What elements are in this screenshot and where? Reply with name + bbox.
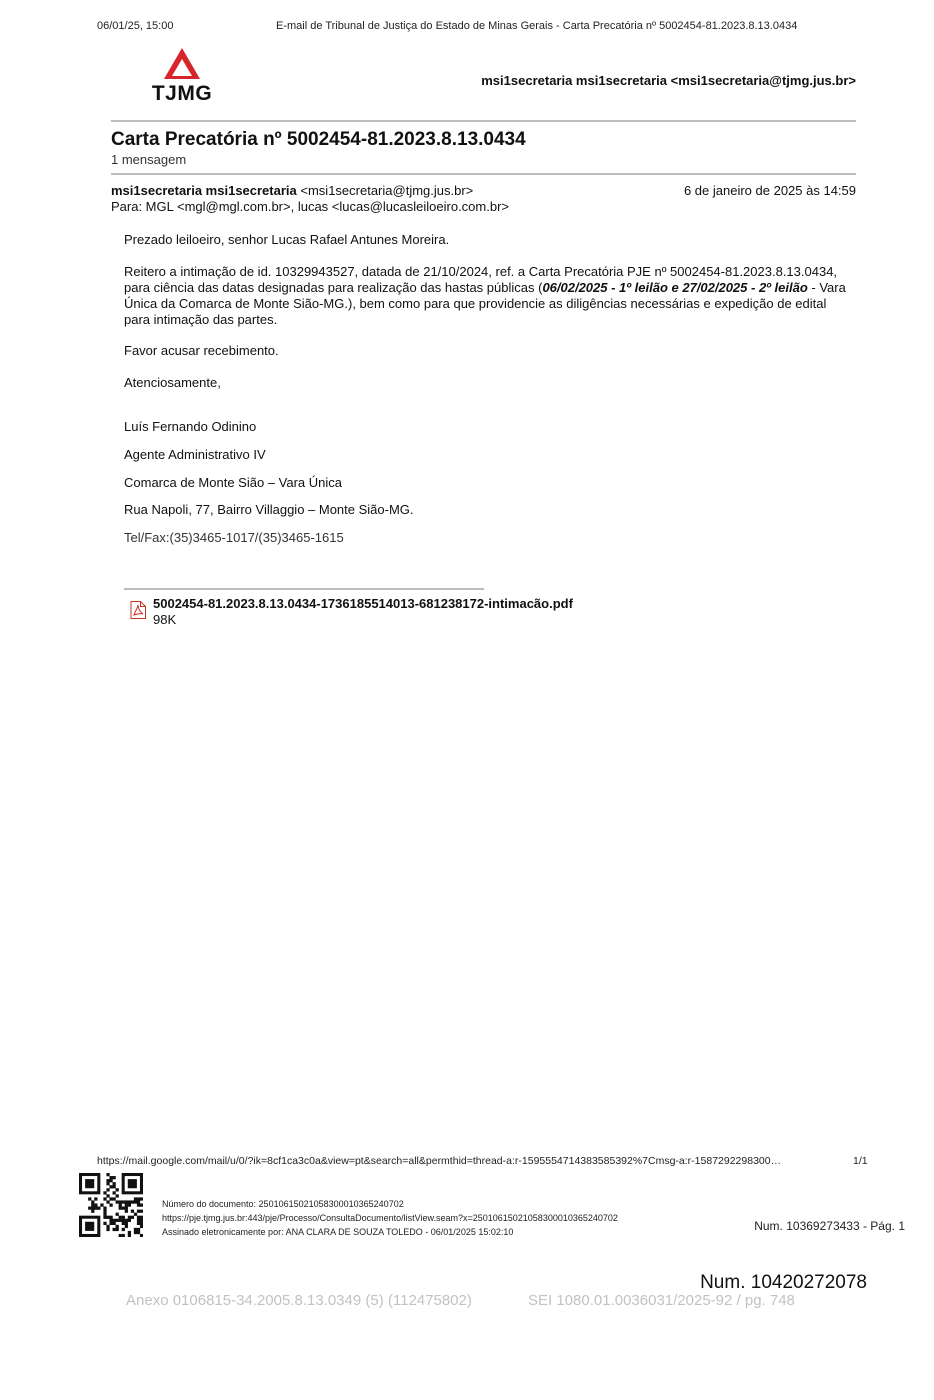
stamp-number: Num. 10420272078 [700, 1272, 867, 1293]
attachment-size: 98K [153, 612, 177, 627]
main-paragraph [124, 264, 846, 328]
annex-reference: Anexo 0106815-34.2005.8.13.0349 (5) (112475802) [126, 1292, 472, 1309]
print-title: E-mail de Tribunal de Justiça do Estado de Minas Gerais - Carta Precatória nº 5002454-81.2023.8.13.0434 [276, 20, 798, 32]
greeting: Prezado leiloeiro, senhor Lucas Rafael Antunes Moreira. [124, 232, 450, 247]
signature-phone: Tel/Fax:(35)3465-1017/(35)3465-1615 [124, 530, 344, 545]
from-name: msi1secretaria msi1secretaria [111, 183, 297, 198]
body-text-1: Reitero a intimação de id. 10329943527, datada de 21/10/2024, ref. a Carta Precatória PJE nº 5002454-81.2023.8.13.0434, para ciência das datas designadas para realização das hastas públicas ( [124, 264, 838, 295]
divider [111, 120, 856, 122]
account-address: msi1secretaria msi1secretaria <msi1secretaria@tjmg.jus.br> [481, 73, 856, 88]
attachment-divider [124, 588, 484, 590]
from-email: <msi1secretaria@tjmg.jus.br> [300, 183, 474, 198]
document-page-number: Num. 10369273433 - Pág. 1 [754, 1219, 905, 1233]
divider [111, 173, 856, 175]
message-count: 1 mensagem [111, 152, 187, 167]
auction-dates: 06/02/2025 - 1º leilão e 27/02/2025 - 2º leilão [542, 280, 808, 295]
qr-code-icon [79, 1173, 143, 1237]
email-subject: Carta Precatória nº 5002454-81.2023.8.13.0434 [111, 129, 526, 150]
signature-info [162, 1197, 618, 1239]
signed-by: Assinado eletronicamente por: ANA CLARA DE SOUZA TOLEDO - 06/01/2025 15:02:10 [162, 1227, 514, 1237]
attachment-link[interactable]: 5002454-81.2023.8.13.0434-1736185514013-681238172-intimacão.pdf [153, 596, 573, 611]
message-recipients: Para: MGL <mgl@mgl.com.br>, lucas <lucas@lucasleiloeiro.com.br> [111, 199, 510, 214]
sei-reference: SEI 1080.01.0036031/2025-92 / pg. 748 [528, 1292, 795, 1309]
footer-url: https://mail.google.com/mail/u/0/?ik=8cf1ca3c0a&view=pt&search=all&permthid=thread-a:r-1595554714383585392%7Cmsg-a:r-1587292298300… [97, 1155, 782, 1167]
tjmg-logo-icon [146, 46, 218, 82]
signature-name: Luís Fernando Odinino [124, 419, 257, 434]
acknowledge-request: Favor acusar recebimento. [124, 343, 279, 358]
message-date: 6 de janeiro de 2025 às 14:59 [683, 183, 856, 198]
print-datetime: 06/01/25, 15:00 [97, 20, 174, 32]
signature-role: Agente Administrativo IV [124, 447, 266, 462]
footer-page: 1/1 [853, 1155, 868, 1167]
document-number: Número do documento: 25010615021058300010365240702 [162, 1199, 404, 1209]
logo-text: TJMG [151, 82, 213, 105]
message-from [111, 183, 473, 198]
tjmg-logo [146, 46, 218, 108]
signature-court: Comarca de Monte Sião – Vara Única [124, 475, 342, 490]
closing: Atenciosamente, [124, 375, 221, 390]
document-url: https://pje.tjmg.jus.br:443/pje/Processo/ConsultaDocumento/listView.seam?x=25010615021058300010365240702 [162, 1213, 618, 1223]
signature-address: Rua Napoli, 77, Bairro Villaggio – Monte Sião-MG. [124, 502, 414, 517]
body-text-2: - Vara Única da Comarca de Monte Sião-MG.), bem como para que providencie as diligências necessárias e expedição de edital para intimação das partes. [124, 280, 846, 327]
pdf-icon[interactable] [130, 601, 146, 619]
